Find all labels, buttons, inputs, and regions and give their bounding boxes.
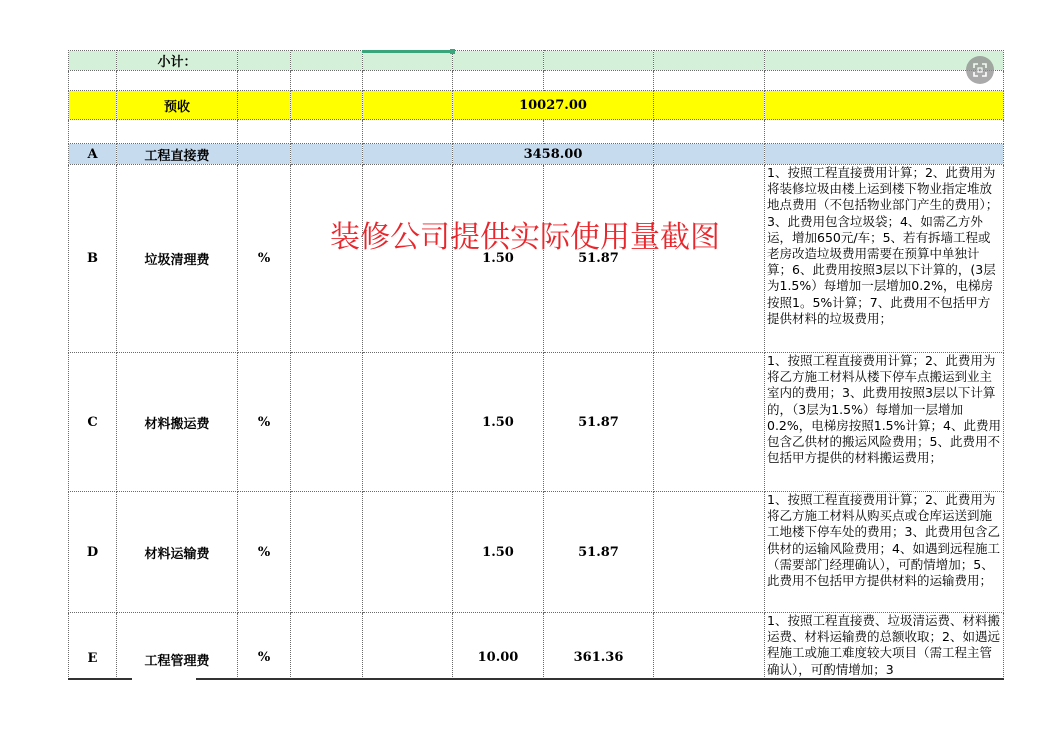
row-note[interactable]: 1、按照工程直接费用计算；2、此费用为将乙方施工材料从楼下停车点搬运到业主室内的费用；3、此费用按照3层以下计算的，（3层为1.5%）每增加一层增加0.2%，电梯房按照1.5%计算；4、此费用包含乙供材的搬运风险费用；5、此费用不包括甲方提供的材料搬运费用； xyxy=(765,353,1004,492)
row-name[interactable]: 垃圾清理费 xyxy=(117,165,238,353)
selection-fill-handle[interactable] xyxy=(450,49,455,54)
row-code[interactable]: C xyxy=(69,353,117,492)
row-d xyxy=(69,492,1004,613)
advance-row xyxy=(69,91,1004,120)
row-code[interactable]: B xyxy=(69,165,117,353)
row-name[interactable]: 材料运输费 xyxy=(117,492,238,613)
row-amount[interactable]: 51.87 xyxy=(544,492,654,613)
subtotal-row xyxy=(69,51,1004,71)
row-unit[interactable]: % xyxy=(238,492,291,613)
horizontal-scrollbar-thumb[interactable] xyxy=(132,676,196,680)
subtotal-label[interactable]: 小计： xyxy=(117,51,238,71)
row-rate[interactable]: 10.00 xyxy=(453,613,544,681)
row-unit[interactable]: % xyxy=(238,353,291,492)
row-code[interactable]: E xyxy=(69,613,117,681)
row-rate[interactable]: 1.50 xyxy=(453,492,544,613)
empty-row xyxy=(69,120,1004,144)
row-c xyxy=(69,353,1004,492)
row-note[interactable]: 1、按照工程直接费用计算；2、此费用为将装修垃圾由楼上运到楼下物业指定堆放地点费用（不包括物业部门产生的费用）；3、此费用包含垃圾袋；4、如需乙方外运，增加650元/车；5、若有拆墙工程或老房改造垃圾费用需要在预算中单独计算；6、此费用按照3层以下计算的，(3层为1.5%）每增加一层增加0.2%，电梯房按照1。5%计算；7、此费用不包括甲方提供材料的垃圾费用； xyxy=(765,165,1004,353)
row-name[interactable]: 材料搬运费 xyxy=(117,353,238,492)
row-rate[interactable]: 1.50 xyxy=(453,165,544,353)
row-b xyxy=(69,165,1004,353)
row-amount[interactable]: 51.87 xyxy=(544,353,654,492)
row-amount[interactable]: 3458.00 xyxy=(453,144,654,165)
watermark-caption: 装修公司提供实际使用量截图 xyxy=(330,220,720,255)
fullscreen-button[interactable] xyxy=(966,56,994,84)
row-unit[interactable]: % xyxy=(238,613,291,681)
row-rate[interactable]: 1.50 xyxy=(453,353,544,492)
advance-label[interactable]: 预收 xyxy=(117,91,238,120)
row-code[interactable]: D xyxy=(69,492,117,613)
row-a xyxy=(69,144,1004,165)
row-amount[interactable]: 51.87 xyxy=(544,165,654,353)
row-note[interactable]: 1、按照工程直接费用计算；2、此费用为将乙方施工材料从购买点或仓库运送到施工地楼下停车处的费用；3、此费用包含乙供材的运输风险费用；4、如遇到远程施工（需要部门经理确认），可酌情增加；5、此费用不包括甲方提供材料的运输费用； xyxy=(765,492,1004,613)
row-name[interactable]: 工程管理费 xyxy=(117,613,238,681)
empty-row xyxy=(69,71,1004,91)
row-note[interactable]: 1、按照工程直接费、垃圾清运费、材料搬运费、材料运输费的总额收取；2、如遇远程施工或施工难度较大项目（需工程主管确认），可酌情增加；3 xyxy=(765,613,1004,681)
column-selection-marker xyxy=(362,50,453,53)
row-amount[interactable]: 361.36 xyxy=(544,613,654,681)
advance-amount[interactable]: 10027.00 xyxy=(453,91,654,120)
row-e xyxy=(69,613,1004,681)
fullscreen-icon xyxy=(972,62,988,78)
row-unit[interactable]: % xyxy=(238,165,291,353)
row-name[interactable]: 工程直接费 xyxy=(117,144,238,165)
spreadsheet-grid[interactable] xyxy=(68,50,1004,680)
row-code[interactable]: A xyxy=(69,144,117,165)
